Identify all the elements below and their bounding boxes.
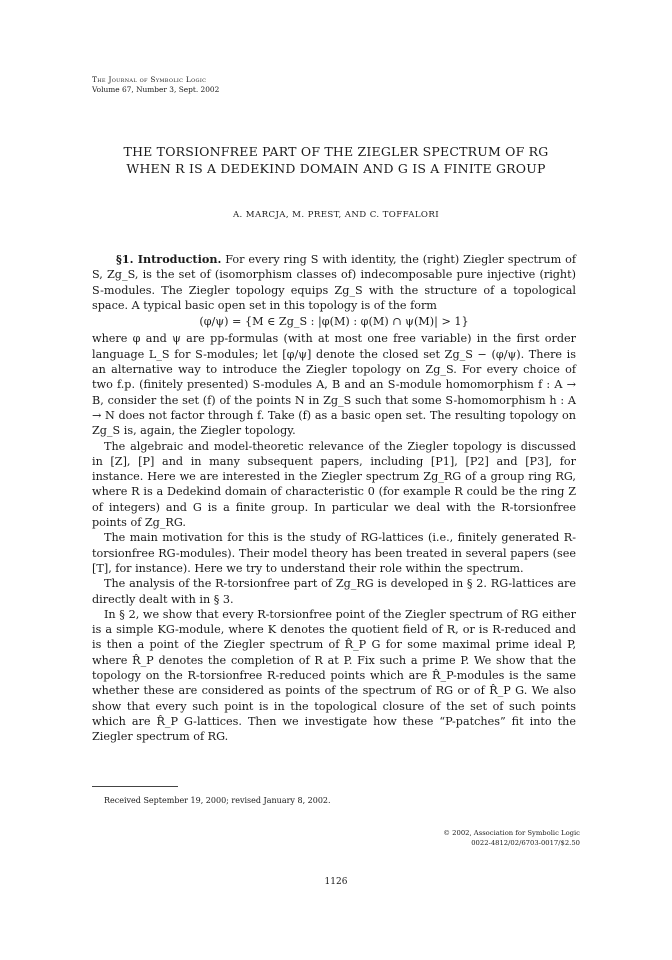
journal-header xyxy=(92,75,219,95)
title-line-1: THE TORSIONFREE PART OF THE ZIEGLER SPECTRUM OF RG xyxy=(123,144,549,159)
display-formula: (φ/ψ) = {M ∈ Zg_S : |φ(M) : φ(M) ∩ ψ(M)| > 1} xyxy=(199,315,469,329)
copyright-notice xyxy=(443,828,580,848)
paragraph: The main motivation for this is the study of RG-lattices (i.e., finitely generated R-torsionfree RG-modules). Their model theory has been treated in several papers (see [T], for instance). Here we try to understand their role within the spectrum. xyxy=(92,531,576,575)
authors: A. MARCJA, M. PREST, AND C. TOFFALORI xyxy=(232,210,440,220)
paragraph: where φ and ψ are pp-formulas (with at most one free variable) in the first order language L_S for S-modules; let [φ/ψ] denote the closed set Zg_S − (φ/ψ). There is an alternative way to introduce the Ziegler topology on Zg_S. For every choice of two f.p. (finitely presented) S-modules A, B and an S-module homomorphism f : A → B, consider the set (f) of the points N in Zg_S such that some S-homomorphism h : A → N does not factor through f. Take (f) as a basic open set. The resulting topology on Zg_S is, again, the Ziegler topology. xyxy=(92,332,576,438)
issn-line: 0022-4812/02/6703-0017/$2.50 xyxy=(471,839,580,847)
body-text xyxy=(92,252,576,745)
paragraph: The analysis of the R-torsionfree part of Zg_RG is developed in § 2. RG-lattices are directly dealt with in § 3. xyxy=(92,577,576,606)
title-line-2: WHEN R IS A DEDEKIND DOMAIN AND G IS A FINITE GROUP xyxy=(126,161,546,176)
paragraph: In § 2, we show that every R-torsionfree point of the Ziegler spectrum of RG either is a simple KG-module, where K denotes the quotient field of R, or is R-reduced and is then a point of the Ziegler spectrum of R̂_P G for some maximal prime ideal P, where R̂_P denotes the completion of R at P. Fix such a prime P. We show that the topology on the R-torsionfree R-reduced points which are R̂_P-modules is the same whether these are considered as points of the spectrum of RG or of R̂_P G. We also show that every such point is in the topological closure of the set of such points which are R̂_P G-lattices. Then we investigate how these “P-patches” fit into the Ziegler spectrum of RG. xyxy=(92,607,576,744)
footnote: Received September 19, 2000; revised January 8, 2002. xyxy=(104,796,331,805)
paragraph xyxy=(92,252,576,313)
copyright-line: © 2002, Association for Symbolic Logic xyxy=(443,829,580,837)
paragraph-text: For every ring S with identity, the (right) Ziegler spectrum of S, Zg_S, is the set of (isomorphism classes of) indecomposable pure injective (right) S-modules. The Ziegler topology equips Zg_S with the structure of a topological space. A typical basic open set in this topology is of the form xyxy=(92,253,576,312)
section-heading: §1. Introduction. xyxy=(116,252,222,266)
footnote-rule xyxy=(92,786,178,787)
paragraph: The algebraic and model-theoretic relevance of the Ziegler topology is discussed in [Z], [P] and in many subsequent papers, including [P1], [P2] and [P3], for instance. Here we are interested in the Ziegler spectrum Zg_RG of a group ring RG, where R is a Dedekind domain of characteristic 0 (for example R could be the ring Z of integers) and G is a finite group. In particular we deal with the R-torsionfree points of Zg_RG. xyxy=(92,439,576,530)
page-number: 1126 xyxy=(324,877,348,887)
paper-title xyxy=(92,143,580,177)
journal-name: The Journal of Symbolic Logic xyxy=(92,75,207,84)
journal-volume: Volume 67, Number 3, Sept. 2002 xyxy=(92,85,220,94)
